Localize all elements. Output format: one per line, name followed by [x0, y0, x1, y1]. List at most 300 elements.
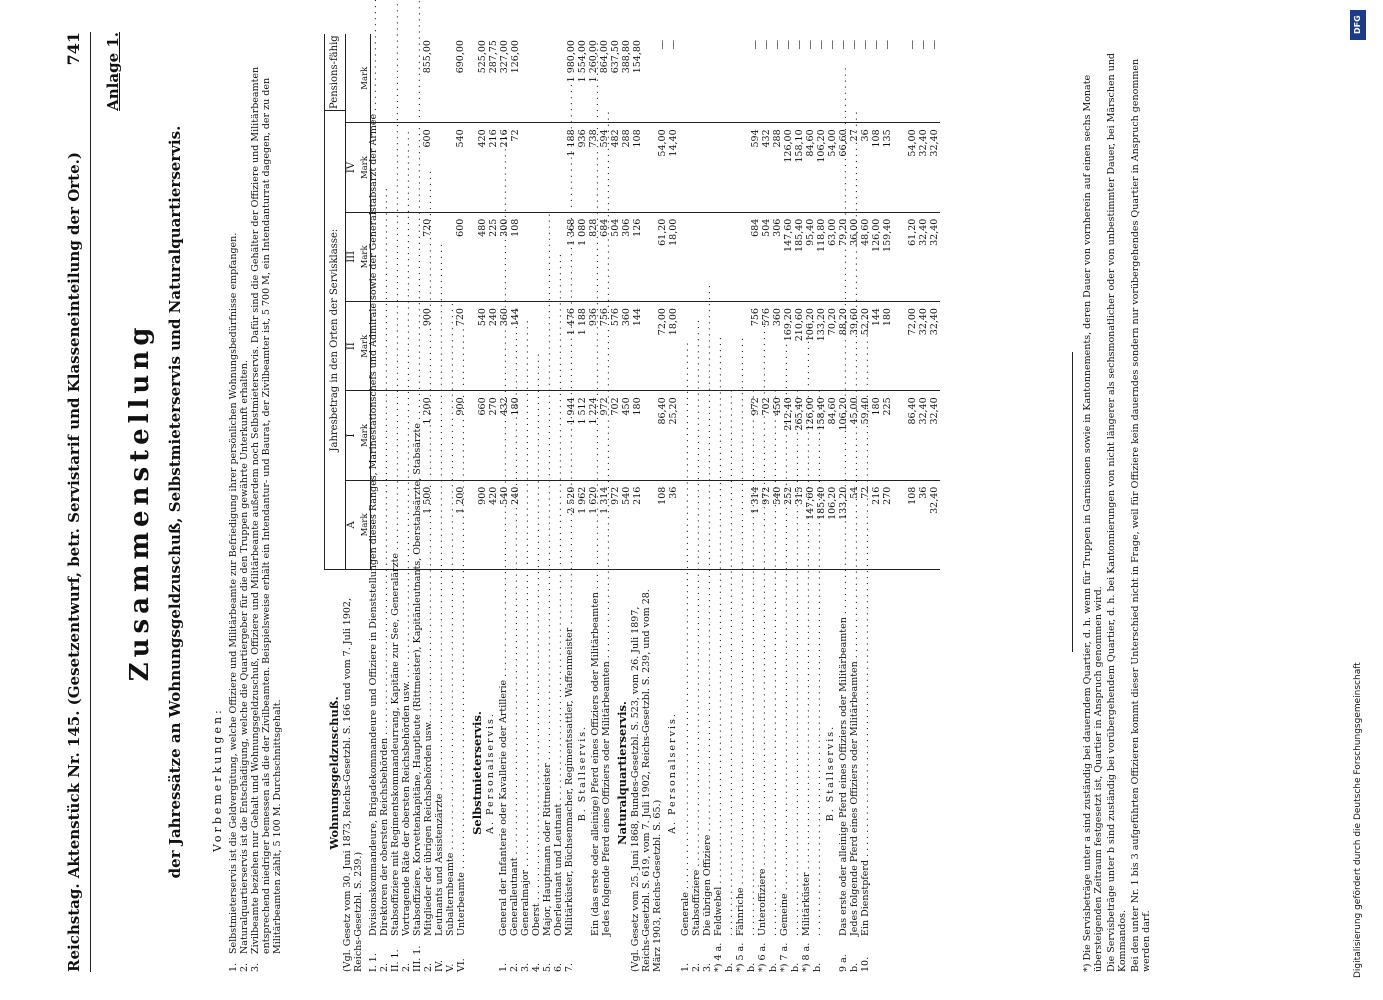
table-cell: 1 188 [566, 122, 577, 211]
table-row-label [379, 574, 390, 972]
table-cell: 225 [882, 390, 893, 479]
note-item: 2. Naturalquartierservis ist die Entschädigung, welche die Quartiergeber für die den Truppen gewährte Unterkunft erhalten. [239, 360, 250, 972]
table-cell: 72,00 [657, 301, 668, 390]
table-cell: 95,40 [805, 212, 816, 301]
table-cell: 972 [610, 480, 621, 569]
table-cell [466, 480, 477, 569]
table-cell: 225 [488, 212, 499, 301]
table-row [466, 34, 477, 570]
table-cell: 133,20 [816, 301, 827, 390]
row-number: 3. [520, 962, 531, 972]
table-cell: 32,40 [918, 301, 929, 390]
table-cell: 32,40 [918, 122, 929, 211]
table-row-label [702, 574, 713, 972]
table-row-label [768, 574, 779, 972]
table-cell: 2 520 [566, 480, 577, 569]
class-header: I [346, 390, 359, 479]
table-cell: — [783, 40, 794, 50]
table-row-label [812, 574, 823, 972]
table-cell: 240 [510, 480, 521, 569]
table-cell: — [827, 40, 838, 50]
table-cell: 106,20 [805, 301, 816, 390]
table-row-label [564, 574, 575, 972]
table-cell [433, 390, 444, 479]
table-cell [444, 122, 455, 211]
table-cell: 1 554,00 [577, 40, 588, 83]
table-row-label [531, 574, 542, 972]
table-row [488, 34, 499, 570]
footnote: Bei den unter Nr. 1 bis 3 aufgeführten Offizieren kommt dieser Unterschied nicht in Frage, weil für Offiziere kein dauerndes sondern nur vorübergehendes Quartier in Anspruch genommen werden darf. [1130, 58, 1152, 972]
table-cell: 690,00 [455, 40, 466, 74]
note-item: 3. Zivilbeamte beziehen nur Gehalt und Wohnungsgeldzuschuß, Offiziere und Militärbeamte außerdem noch Selbstmieterservis. Dafür sind die Gehälter der Offiziere und Militärbeamten entsprechend niedriger bemessen als die der Zivilbeamten. Beispielsweise erhält ein Intendantur- und Baurat, der Zivilbeamter ist, 5 700 M, ein Intendanturrat dagegen, der zu den Militärbeamten zählt, 5 100 M. Durchschnittsgehalt. [250, 66, 283, 972]
class-header: A [346, 480, 359, 569]
table-cell: 1 500 [422, 480, 433, 569]
table-cell: 684 [599, 212, 610, 301]
table-cell: 900 [477, 480, 488, 569]
row-label: Oberleutnant und Leutnant . . . [553, 254, 564, 936]
table-cell [433, 34, 444, 122]
row-number: *) 8 a. [801, 942, 812, 972]
table-cell: 144 [632, 301, 643, 390]
table-cell: 45,00 [849, 390, 860, 479]
table-cell: 18,00 [668, 301, 679, 390]
section-title-selbst: Selbstmieterservis. [470, 711, 484, 835]
table-cell: 504 [761, 212, 772, 301]
table-cell: 154,80 [632, 40, 643, 74]
table-cell [433, 122, 444, 211]
table-cell: 61,20 [907, 212, 918, 301]
table-cell: — [882, 40, 893, 50]
table-cell: 360 [772, 301, 783, 390]
row-number: 3. [702, 962, 713, 972]
table-cell: 216 [488, 122, 499, 211]
table-row-label [434, 574, 445, 972]
table-cell: 432 [761, 122, 772, 211]
table-spacer [679, 34, 750, 570]
table-cell: 32,40 [918, 390, 929, 479]
row-label: Fähnriche . . . [735, 338, 746, 936]
row-number: b. [746, 962, 757, 972]
table-row [794, 34, 805, 570]
table-cell: 108 [657, 480, 668, 569]
row-number: b. [812, 962, 823, 972]
table-cell: 637,50 [610, 40, 621, 74]
table-row-label [735, 574, 746, 972]
table-cell: — [772, 40, 783, 50]
table-cell: 855,00 [422, 40, 433, 74]
table-cell: 216 [632, 480, 643, 569]
table-row-label [423, 574, 434, 972]
table-row [750, 34, 761, 570]
table-cell: 126,00 [510, 40, 521, 74]
table-cell: 144 [871, 301, 882, 390]
table-cell: 240 [488, 301, 499, 390]
table-cell: 265,40 [794, 390, 805, 479]
table-cell: — [929, 40, 940, 50]
table-row [849, 34, 860, 570]
table-cell: 1 368 [566, 212, 577, 301]
table-cell: 1 944 [566, 390, 577, 479]
table-row-label [368, 113, 379, 972]
table-cell: 39,60 [849, 301, 860, 390]
table-cell: 738 [588, 122, 599, 211]
table-cell: 88,20 [838, 301, 849, 390]
table-cell: — [907, 40, 918, 50]
table-cell: 540 [621, 480, 632, 569]
table-cell [444, 34, 455, 122]
unit-label: Mark [359, 122, 370, 211]
table-cell: 287,75 [488, 40, 499, 74]
table-cell: 159,40 [882, 212, 893, 301]
row-number: 9 a. [838, 954, 849, 972]
table-cell: 36 [918, 480, 929, 569]
section-title-natural: Naturalquartierservis. [615, 701, 629, 845]
table-cell: 1 476 [566, 301, 577, 390]
table-cell: 27 [849, 122, 860, 211]
table-cell: 1 512 [577, 390, 588, 479]
table-cell: 158,40 [816, 390, 827, 479]
row-label: Subalternbeamte . . . [445, 303, 456, 936]
table-cell: 185,40 [816, 480, 827, 569]
law-reference: (Vgl. Gesetz vom 30. Juni 1873, Reichs-Gesetzbl. S. 166 und vom 7. Juli 1902, Reichs-Gesetzbl. S. 239.) [342, 598, 364, 972]
table-cell: 252 [783, 480, 794, 569]
class-header: III [346, 212, 359, 301]
row-number: I. 1. [368, 953, 379, 972]
table-cell: 36 [668, 480, 679, 569]
table-cell: 288 [621, 122, 632, 211]
row-label: Das erste oder alleinige Pferd eines Offiziers oder Militärbeamten . . . [838, 68, 849, 936]
table-spacer [371, 34, 422, 570]
table-cell: 32,40 [929, 301, 940, 390]
table-cell: 54,00 [657, 122, 668, 211]
table-cell: 54,00 [827, 122, 838, 211]
table-cell: 540 [772, 480, 783, 569]
table-row [444, 34, 455, 570]
table-cell: — [860, 40, 871, 50]
table-cell: — [816, 40, 827, 50]
table-cell: 180 [871, 390, 882, 479]
table-cell: 900 [455, 390, 466, 479]
table-row [918, 34, 929, 570]
table-cell: 84,60 [805, 122, 816, 211]
table-cell: 106,20 [827, 480, 838, 569]
table-cell: 54,00 [907, 122, 918, 211]
table-cell: 126 [632, 212, 643, 301]
table-cell: 36 [860, 122, 871, 211]
table-cell: 108 [871, 122, 882, 211]
row-label: Ein (das erste oder alleinige) Pferd eines Offiziers oder Militärbeamten . . . [590, 43, 601, 936]
row-number: b. [790, 962, 801, 972]
table-cell: 66,60 [838, 122, 849, 211]
table-cell: 972 [761, 480, 772, 569]
page-header [62, 32, 91, 972]
document-subtitle: der Jahressätze an Wohnungsgeldzuschuß, Selbstmieterservis und Naturalquartierservis. [166, 125, 184, 879]
table-cell: — [918, 40, 929, 50]
table-cell: 133,20 [838, 480, 849, 569]
row-label: Ein Dienstpferd . . . [860, 310, 871, 936]
table-row [907, 34, 918, 570]
row-label: Militärküster, Büchsenmacher, Regimentssattler, Waffenmeister . . . [564, 78, 575, 936]
footnote-divider [1072, 352, 1073, 652]
unit-label: Mark [359, 390, 370, 479]
unit-label: Mark [359, 480, 370, 569]
table-row-label [520, 574, 531, 972]
table-row [882, 34, 893, 570]
table-cell: 59,40 [860, 390, 871, 479]
table-cell: 756 [599, 301, 610, 390]
table-cell: 1 200 [422, 390, 433, 479]
table-cell: 108 [510, 212, 521, 301]
table-cell: 180 [882, 301, 893, 390]
table-cell: 32,40 [918, 212, 929, 301]
table-row [657, 34, 668, 570]
row-number: 2. [509, 962, 520, 972]
table-cell: 702 [761, 390, 772, 479]
table-row [621, 34, 632, 570]
table-row-label [590, 574, 601, 972]
table-cell: 432 [499, 390, 510, 479]
table-header [324, 34, 346, 570]
table-row-label [757, 574, 768, 972]
table-cell [444, 212, 455, 301]
table-cell: 504 [610, 212, 621, 301]
document-title: Zusammenstellung [125, 322, 155, 682]
table-cell: — [871, 40, 882, 50]
table-cell: 936 [577, 122, 588, 211]
table-cell: 540 [477, 301, 488, 390]
table-cell: 660 [477, 390, 488, 479]
table-cell: 270 [882, 480, 893, 569]
table-cell: 108 [907, 480, 918, 569]
table-cell [433, 301, 444, 390]
row-label: Generalmajor . . . [520, 320, 531, 936]
row-number: 2. [691, 962, 702, 972]
class-header-row [346, 34, 359, 570]
class-header: IV [346, 122, 359, 211]
row-number [590, 936, 601, 972]
table-cell: 185,40 [794, 212, 805, 301]
table-cell: 300 [499, 212, 510, 301]
table-row [455, 34, 466, 570]
row-number: b. [768, 962, 779, 972]
digitization-note: Digitalisierung gefördert durch die Deutsche Forschungsgemeinschaft [1353, 662, 1363, 978]
table-row-label [601, 574, 612, 972]
table-cell: — [794, 40, 805, 50]
table-row [599, 34, 610, 570]
table-cell: 1 314 [599, 480, 610, 569]
table-cell: 126,00 [783, 122, 794, 211]
table-cell: — [838, 40, 849, 50]
table-cell: 1 962 [577, 480, 588, 569]
table-cell: 144 [510, 301, 521, 390]
table-row [632, 34, 643, 570]
table-cell: 25,20 [668, 390, 679, 479]
table-cell: 360 [621, 301, 632, 390]
row-number: 10. [860, 956, 871, 972]
document-page [62, 32, 1362, 972]
table-row-label [691, 574, 702, 972]
table-cell: 14,40 [668, 122, 679, 211]
row-number: 5. [542, 962, 553, 972]
table-cell: 936 [588, 301, 599, 390]
table-cell: 450 [621, 390, 632, 479]
table-cell: 388,80 [621, 40, 632, 74]
table-row [588, 34, 599, 570]
subsection-personal: A. Personalservis. [667, 712, 678, 834]
page-number: 741 [64, 32, 83, 66]
row-number: 1. [498, 962, 509, 972]
row-number: b. [849, 962, 860, 972]
table-cell: 169,20 [783, 301, 794, 390]
table-cell: 720 [455, 301, 466, 390]
table-cell: 180 [510, 390, 521, 479]
table-cell: 756 [750, 301, 761, 390]
dfg-logo: DFG [1350, 10, 1366, 40]
table-row [838, 34, 849, 570]
row-number: *) 7 a. [779, 942, 790, 972]
table-row [871, 34, 882, 570]
table-cell [466, 212, 477, 301]
table-row [816, 34, 827, 570]
table-row-label [390, 552, 401, 972]
table-row-label [790, 574, 801, 972]
table-row [566, 34, 577, 570]
table-row [860, 34, 871, 570]
table-row-label [509, 574, 520, 972]
table-row [783, 34, 794, 570]
table-row [827, 34, 838, 570]
table-cell: 216 [871, 480, 882, 569]
unit-label: Mark [359, 301, 370, 390]
row-number: VI. [456, 958, 467, 972]
table-cell: 63,00 [827, 212, 838, 301]
row-number: *) 4 a. [713, 942, 724, 972]
table-spacer [643, 34, 657, 570]
table-spacer [893, 34, 907, 570]
table-spacer [521, 34, 566, 570]
table-cell: — [805, 40, 816, 50]
row-label: Die übrigen Offiziere . . . [702, 285, 713, 936]
row-number: b. [724, 962, 735, 972]
row-label: Jedes folgende Pferd eines Offiziers oder Militärbeamten . . . [601, 112, 612, 936]
table-cell: 972 [750, 390, 761, 479]
table-cell: 684 [750, 212, 761, 301]
unit-label: Mark [360, 66, 370, 90]
table-cell: 540 [499, 480, 510, 569]
table-cell: 327,00 [499, 40, 510, 74]
table-cell: 1 314 [750, 480, 761, 569]
law-reference: (Vgl. Gesetz vom 25. Juni 1868, Bundes-Gesetzbl. S. 523, vom 26. Juli 1897, Reichs-Gesetzbl. S. 619, vom 7. Juli 1902, Reichs-Gesetzbl. S. 239, und vom 28. März 1903, Reichs-Gesetzbl. S. 65.) [630, 589, 663, 972]
table-cell: — [668, 40, 679, 50]
table-cell [444, 480, 455, 569]
table-row [510, 34, 521, 570]
row-label: Generale . . . [680, 343, 691, 936]
table-cell: 540 [455, 122, 466, 211]
table-cell: 86,40 [907, 390, 918, 479]
table-cell: 482 [610, 122, 621, 211]
table-cell: 306 [772, 212, 783, 301]
table-row-label [680, 574, 691, 972]
table-cell: 600 [422, 122, 433, 211]
footnotes [1082, 42, 1154, 972]
table-cell: 594 [599, 122, 610, 211]
row-label: Stabsoffiziere mit Regimentskommandeurrang, Kapitäne zur See, Generalärzte . . . [390, 3, 401, 936]
table-cell [466, 301, 477, 390]
table-cell [466, 390, 477, 479]
table-row-label [746, 574, 757, 972]
table-cell: 84,60 [827, 390, 838, 479]
footnote: *) Die Servisbeträge unter a sind zuständig bei dauerndem Quartier, d. h. wenn für Truppen in Garnisonen sowie in Kantonnements, deren Dauer von vornherein auf einen sechs Monate übersteigenden Zeitraum festgesetzt ist, Quartier in Anspruch genommen wird. [1082, 74, 1104, 972]
table-cell: 52,20 [860, 301, 871, 390]
row-label: Gemeine . . . [779, 344, 790, 936]
class-header: II [346, 301, 359, 390]
table-cell: 1 260,00 [588, 40, 599, 83]
table-cell: 135 [882, 122, 893, 211]
table-row-label [838, 574, 849, 972]
table-cell: 1 200 [455, 480, 466, 569]
table-row [422, 34, 433, 570]
row-label: Stabsoffiziere . . . [691, 320, 702, 936]
table-cell: 315 [794, 480, 805, 569]
row-label: Stabsoffiziere, Korvettenkapitäne, Hauptleute (Rittmeister), Kapitänleutnants, Oberstabsärzte, Stabsärzte . . . [412, 0, 423, 936]
table-row-label [779, 574, 790, 972]
table-cell: 450 [772, 390, 783, 479]
table-cell [466, 122, 477, 211]
row-number: 7. [564, 962, 575, 972]
table-row-label [412, 423, 423, 972]
row-number: 1. [680, 962, 691, 972]
table-cell: 828 [588, 212, 599, 301]
table-cell: 1 080 [577, 212, 588, 301]
rates-table [324, 34, 940, 570]
table-cell [444, 390, 455, 479]
table-cell: 106,20 [838, 390, 849, 479]
table-cell: 61,20 [657, 212, 668, 301]
header-service-class: Jahresbetrag in den Orten der Servisklasse: [325, 110, 345, 569]
table-row [668, 34, 679, 570]
row-label: Leutnants und Assistenzärzte . . . [434, 244, 445, 936]
table-cell: 72,00 [907, 301, 918, 390]
table-cell: 79,20 [838, 212, 849, 301]
table-cell: 106,20 [816, 122, 827, 211]
row-label: Major, Hauptmann oder Rittmeister . . . [542, 214, 553, 936]
table-row-label [553, 574, 564, 972]
table-cell: 420 [488, 480, 499, 569]
subsection-stall: B. Stallservis. [577, 724, 588, 822]
row-number: 4. [531, 962, 542, 972]
row-label: Divisionskommandeure, Brigadekommandeure und Offiziere in Dienststellungen dieses Ranges, Marinestationschefs und Admirale sowie der Generalstabsarzt der Armee . . . [368, 0, 379, 936]
anlage-label: Anlage 1. [104, 32, 122, 111]
row-label: Jedes folgende Pferd eines Offiziers oder Militärbeamten . . . [849, 112, 860, 936]
row-number: II. 1. [390, 949, 401, 972]
row-label: Direktoren der obersten Reichsbehörden . . . [379, 188, 390, 936]
table-cell: 126,00 [871, 212, 882, 301]
table-cell: 18,00 [668, 212, 679, 301]
table-row [433, 34, 444, 570]
table-cell: 594 [750, 122, 761, 211]
row-label: Mitglieder der übrigen Reichsbehörden usw. . . . [423, 171, 434, 936]
table-cell: 288 [772, 122, 783, 211]
row-number: III. 1. [412, 945, 423, 972]
row-label: Generalleutnant . . . [509, 308, 520, 936]
digitization-sidebar [1346, 0, 1376, 1000]
table-cell: 216 [499, 122, 510, 211]
table-cell: 210,60 [794, 301, 805, 390]
table-cell: 525,00 [477, 40, 488, 74]
table-cell: — [657, 40, 668, 50]
table-cell: 900 [422, 301, 433, 390]
row-number [601, 936, 612, 972]
